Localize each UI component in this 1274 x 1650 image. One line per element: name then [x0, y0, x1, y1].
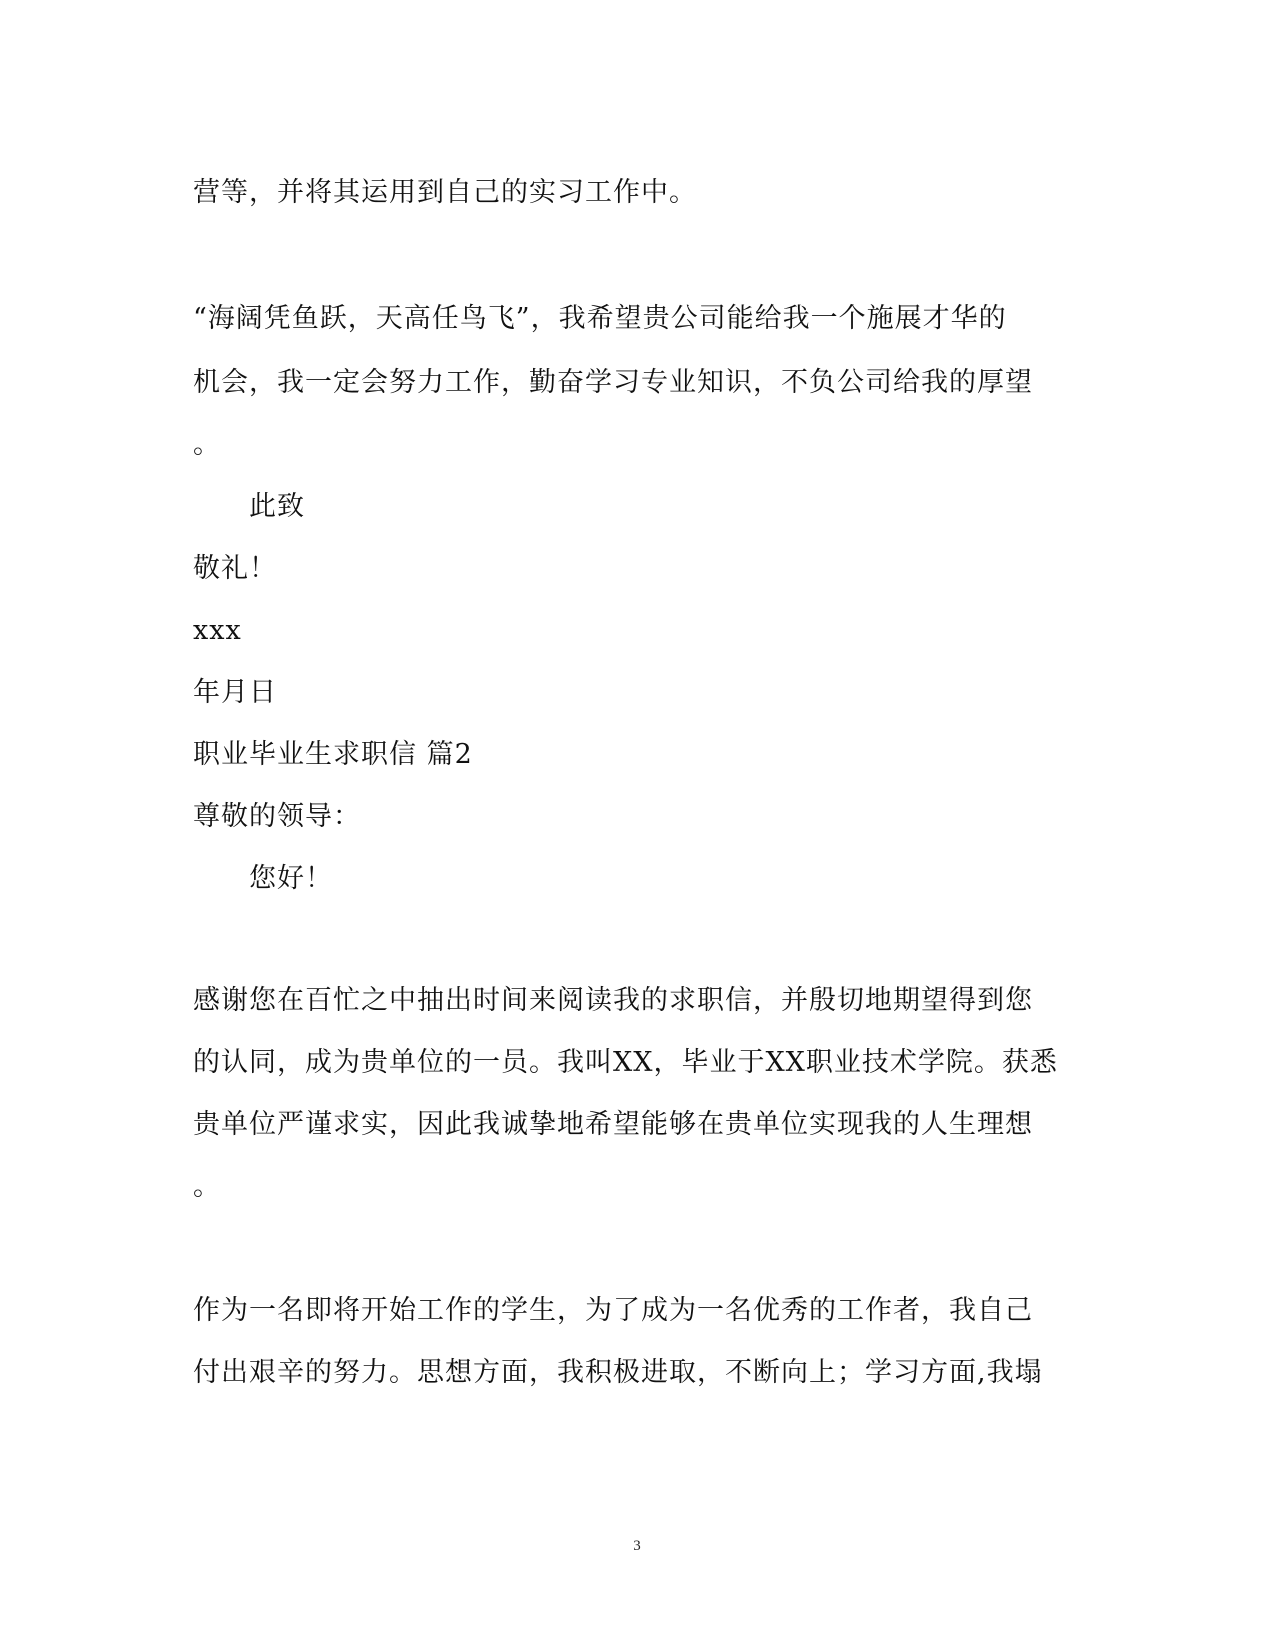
- text-line: 作为一名即将开始工作的学生，为了成为一名优秀的工作者，我自己: [193, 1295, 1033, 1326]
- text-line: 的认同，成为贵单位的一员。我叫XX，毕业于XX职业技术学院。获悉: [193, 1047, 1058, 1078]
- text-line: 营等，并将其运用到自己的实习工作中。: [193, 177, 697, 208]
- text-line: 。: [193, 1171, 221, 1202]
- greeting: 尊敬的领导：: [193, 801, 361, 832]
- text-line: 。: [193, 429, 221, 460]
- closing-salutation: 此致: [249, 491, 305, 522]
- page-number: 3: [633, 1538, 641, 1554]
- text-line: 感谢您在百忙之中抽出时间来阅读我的求职信，并殷切地期望得到您: [193, 985, 1033, 1016]
- signature-name: xxx: [193, 615, 242, 646]
- closing-regards: 敬礼！: [193, 553, 277, 584]
- greeting-hello: 您好！: [249, 863, 333, 894]
- text-line: 贵单位严谨求实，因此我诚挚地希望能够在贵单位实现我的人生理想: [193, 1109, 1033, 1140]
- section-heading: 职业毕业生求职信 篇2: [193, 739, 473, 770]
- text-line: 付出艰辛的努力。思想方面，我积极进取，不断向上；学习方面,我塌: [193, 1357, 1043, 1388]
- signature-date: 年月日: [193, 677, 277, 708]
- text-line: 机会，我一定会努力工作，勤奋学习专业知识，不负公司给我的厚望: [193, 367, 1033, 398]
- text-line: “海阔凭鱼跃，天高任鸟飞”，我希望贵公司能给我一个施展才华的: [193, 303, 1007, 334]
